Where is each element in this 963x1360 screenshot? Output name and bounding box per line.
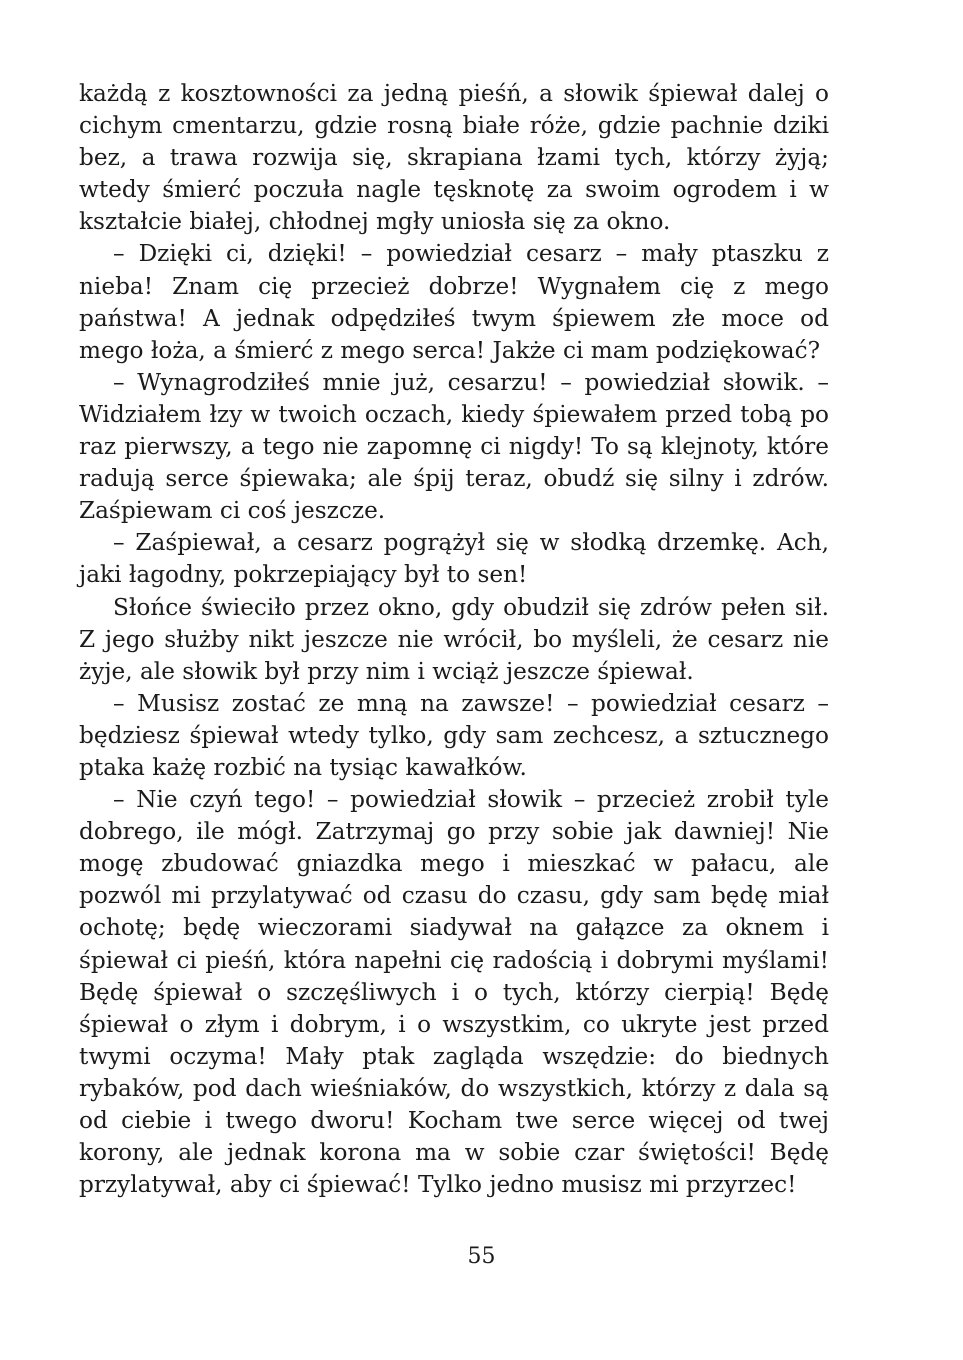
paragraph: każdą z kosztowności za jedną pieśń, a słowik śpiewał dalej o cichym cmentarzu, gdzie rosną białe róże, gdzie pachnie dziki bez, a trawa rozwija się, skrapiana łzami tych, którzy żyją; wtedy śmierć poczuła nagle tęsknotę za swoim ogrodem i w kształcie białej, chłodnej mgły uniosła się za okno. <box>79 80 829 236</box>
paragraph: – Dzięki ci, dzięki! – powiedział cesarz – mały ptaszku z nieba! Znam cię przecież dobrze! Wygnałem cię z mego państwa! A jednak odpędziłeś twym śpiewem złe moce od mego łoża, a śmierć z mego serca! Jakże ci mam podziękować? <box>79 240 829 364</box>
page-text <box>79 78 829 1201</box>
paragraph: – Nie czyń tego! – powiedział słowik – przecież zrobił tyle dobrego, ile mógł. Zatrzymaj go przy sobie jak dawniej! Nie mogę zbudować gniazdka mego i mieszkać w pałacu, ale pozwól mi przylatywać od czasu do czasu, gdy sam będę miał ochotę; będę wieczorami siadywał na gałązce za oknem i śpiewał ci pieśń, która napełni cię radością i dobrymi myślami! Będę śpiewał o szczęśliwych i o tych, którzy cierpią! Będę śpiewał o złym i dobrym, i o wszystkim, co ukryte jest przed twymi oczyma! Mały ptak zagląda wszędzie: do biednych rybaków, pod dach wieśniaków, do wszystkich, którzy z dala są od ciebie i twego dworu! Kocham twe serce więcej od twej korony, ale jednak korona ma w sobie czar świętości! Będę przylatywał, aby ci śpiewać! Tylko jedno musisz mi przyrzec! <box>79 786 829 1199</box>
paragraph: – Zaśpiewał, a cesarz pogrążył się w słodką drzemkę. Ach, jaki łagodny, pokrzepiający był to sen! <box>79 529 829 589</box>
paragraph: Słońce świeciło przez okno, gdy obudził się zdrów pełen sił. Z jego służby nikt jeszcze nie wrócił, bo myśleli, że cesarz nie żyje, ale słowik był przy nim i wciąż jeszcze śpiewał. <box>79 593 829 685</box>
page-number: 55 <box>467 1244 496 1269</box>
paragraph: – Wynagrodziłeś mnie już, cesarzu! – powiedział słowik. – Widziałem łzy w twoich oczach, kiedy śpiewałem przed tobą po raz pierwszy, a tego nie zapomnę ci nigdy! To są klejnoty, które radują serce śpiewaka; ale śpij teraz, obudź się silny i zdrów. Zaśpiewam ci coś jeszcze. <box>79 368 829 525</box>
paragraph: – Musisz zostać ze mną na zawsze! – powiedział cesarz – będziesz śpiewał wtedy tylko, gdy sam zechcesz, a sztucznego ptaka każę rozbić na tysiąc kawałków. <box>79 689 829 781</box>
